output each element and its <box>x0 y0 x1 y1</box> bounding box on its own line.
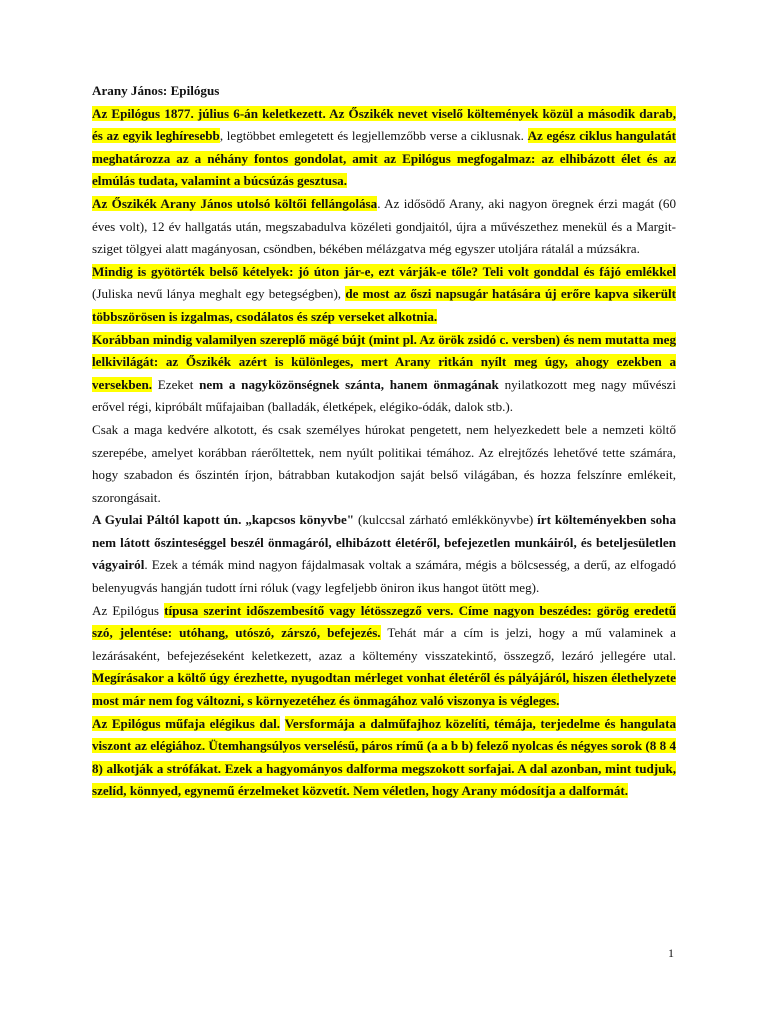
highlighted-text: Versformája a dalműfajhoz közelíti, témája, terjedelme és hangulata viszont az elégiához. Ütemhangsúlyos verselésű, páros rímű (a a b b) felező nyolcas és négyes sorok (8 8 4 8) alkotják a strófákat. Ezek a hagyományos dalforma megszokott sorfajai. A dal azonban, mint tudjuk, szelíd, könnyed, egynemű érzelmeket közvetít. Nem véletlen, hogy Arany módosítja a dalformát. <box>92 715 676 799</box>
paragraph <box>92 261 676 329</box>
paragraph-list <box>92 103 676 803</box>
body-text: Ezeket <box>152 376 200 392</box>
body-text <box>280 716 285 731</box>
highlighted-text: , hiszen élethelyzete most már nem fog változni, s környezetéhez és önmagához való viszonya is végleges. <box>92 670 676 709</box>
highlighted-text: típusa szerint időszembesítő vagy létösszegző vers. Címe nagyon beszédes: görög eredetű szó, jelentése: utóhang, utószó, zárszó, befejezés. <box>92 602 676 641</box>
bold-text: A Gyulai Páltól kapott ún. „kapcsos könyvbe" <box>92 512 355 528</box>
body-text: Az Epilógus <box>92 602 165 618</box>
body-text: , legtöbbet emlegetett és legjellemzőbb verse a ciklusnak. <box>219 128 528 144</box>
body-text: . Az idősödő Arany, aki nagyon öregnek érzi magát (60 éves volt), 12 év hallgatás után, megszabadulva közéleti gondjaitól, újra a művészethez menekül és a Margit-sziget tölgyei alatt magányosan, csöndben, békében mélázgatva még egyszer utoljára rátalál a múzsákra. <box>92 195 676 257</box>
body-text: nyilatkozott meg nagy művészi erővel régi, kipróbált műfajaiban (balladák, életképek, elégiko-ódák, dalok stb.). <box>92 376 676 415</box>
highlighted-text: Mindig is gyötörték belső kételyek: jó úton jár-e, ezt várják-e tőle? Teli volt gonddal és fájó emlékkel <box>92 263 676 279</box>
document-body <box>92 80 676 803</box>
paragraph <box>92 103 676 193</box>
highlighted-text: Korábban mindig valamilyen szereplő mögé bújt (mint pl. Az örök zsidó c. versben) és nem mutatta meg lelkivilágát: az Őszikék azért is különleges, mert Arany ritkán nyílt meg úgy, ahogy ezekben a versekben. <box>92 331 676 392</box>
document-title: Arany János: Epilógus <box>92 83 220 98</box>
body-text: Tehát már a cím is jelzi, hogy a mű valaminek a lezárásaként, befejezéseként keletkezett, azaz a költemény visszatekintő, összegző, lezáró jellegére utal. <box>92 625 676 663</box>
body-text: Csak a maga kedvére alkotott, és csak személyes húrokat pengetett, nem helyezkedett bele a nemzeti költő szerepébe, amelyet korábban ráerőltettek, nem nyúlt politikai témához. Az elrejtőzés lehetővé tette számára, hogy szabadon és őszintén írjon, bátrabban kutakodjon saját belső világában, és hozza felszínre emlékeit, szorongásait. <box>92 421 676 505</box>
paragraph <box>92 419 676 509</box>
highlighted-text: Az egész ciklus hangulatát meghatározza az a néhány fontos gondolat, amit az Epilógus megfogalmaz: az elhibázott élet és az elmúlás tudata, valamint a búcsúzás gesztusa. <box>92 128 677 189</box>
paragraph <box>92 600 676 713</box>
highlighted-text: Az Epilógus műfaja elégikus dal. <box>92 715 281 731</box>
bold-text: nem a nagyközönségnek szánta, hanem önmagának <box>199 376 499 392</box>
paragraph <box>92 713 676 803</box>
highlighted-text: de most az őszi napsugár hatására új erőre kapva sikerült többszörösen is izgalmas, csodálatos és szép verseket alkotnia. <box>92 286 676 324</box>
body-text: (kulccsal zárható emlékkönyvbe) <box>354 512 538 528</box>
paragraph <box>92 509 676 599</box>
page-number: 1 <box>668 946 674 960</box>
paragraph <box>92 193 676 261</box>
body-text: . Ezek a témák mind nagyon fájdalmasak voltak a számára, mégis a bölcsesség, a derű, az elfogadó belenyugvás hangján tudott írni róluk (vagy legfeljebb öniron ikus hangot ütött meg). <box>92 557 676 596</box>
highlighted-text: Az Epilógus 1877. július 6-án keletkezett. Az Őszikék nevet viselő költemények közül a második darab, és az egyik leghíresebb <box>92 105 676 144</box>
highlighted-text: Az Őszikék Arany János utolsó költői fellángolása <box>92 195 378 211</box>
paragraph <box>92 329 676 419</box>
highlighted-text: Megírásakor a költő úgy érezhette, nyugodtan mérleget vonhat életéről és pályájáról <box>92 670 566 686</box>
bold-text: írt költeményekben soha nem látott őszinteséggel beszél önmagáról, elhibázott életéről, befejezetlen munkáiról, és beteljesületlen vágyairól <box>92 512 676 573</box>
body-text: (Juliska nevű lánya meghalt egy betegségben), <box>92 286 346 302</box>
